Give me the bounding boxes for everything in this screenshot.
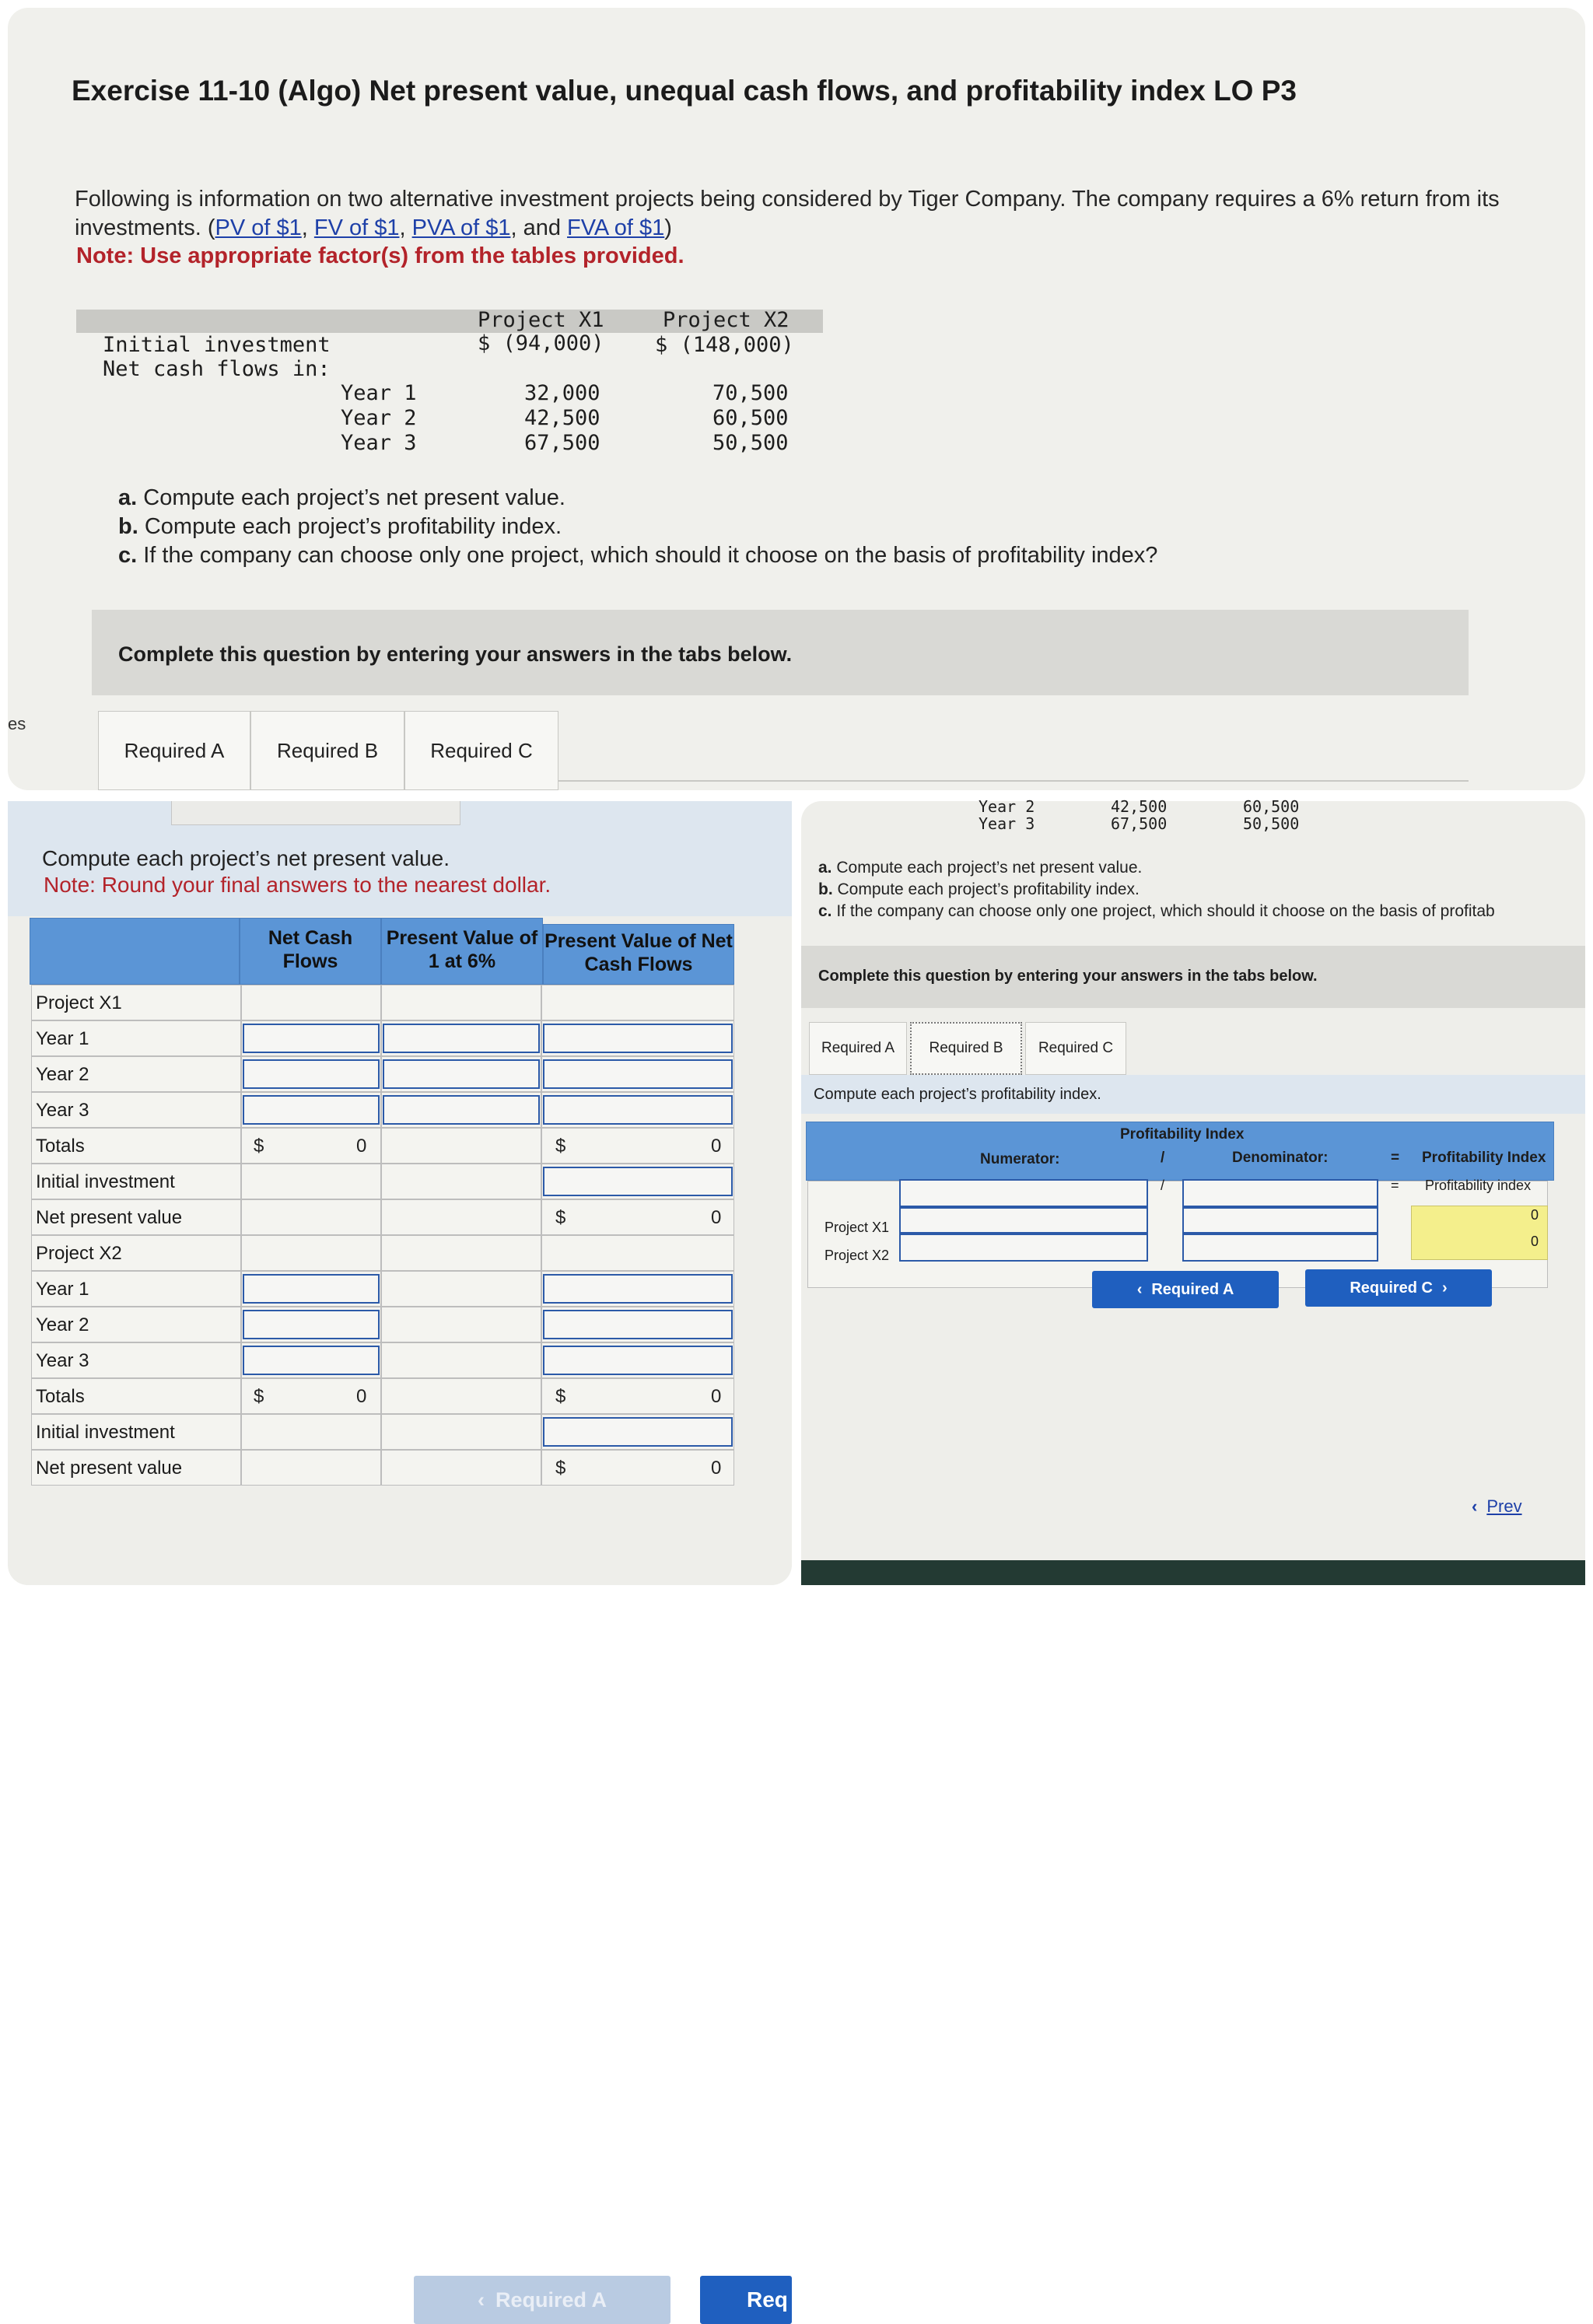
pi-row-project-x1: Project X1 — [825, 1220, 890, 1235]
intro-text: Following is information on two alternative investment projects being considered by Tiger Company. The company requires a 6% return from its investments. ( — [75, 187, 1500, 240]
chevron-left-icon: ‹ — [477, 2287, 485, 2312]
question-letter: c. — [818, 902, 832, 920]
npv-cell — [381, 1199, 541, 1235]
question-a — [818, 857, 1495, 879]
denominator-label: Denominator: — [1232, 1150, 1329, 1166]
question-c — [818, 901, 1495, 922]
npv-cell — [381, 1450, 541, 1486]
next-required-b-button[interactable] — [700, 2276, 792, 2324]
questions-list — [118, 484, 1157, 570]
dollar-sign: $ — [254, 1386, 264, 1407]
npv-cell — [381, 1164, 541, 1199]
pva-link[interactable]: PVA of $1 — [411, 215, 511, 240]
net-cash-flow-input[interactable] — [243, 1346, 380, 1375]
npv-cell — [381, 1342, 541, 1378]
pi-questions — [818, 857, 1495, 922]
npv-cell — [241, 1235, 381, 1271]
year-label: Year 1 — [341, 381, 417, 405]
year-label: Year 3 — [341, 431, 417, 455]
tab-divider — [558, 780, 1469, 782]
npv-cell — [541, 985, 734, 1020]
pi-complete-banner — [801, 946, 1585, 1008]
npv-header-blank — [30, 918, 240, 985]
cash-flow-value: 70,500 — [712, 381, 789, 405]
fva-link[interactable]: FVA of $1 — [567, 215, 665, 240]
tab-required-b[interactable]: Required B — [250, 711, 404, 790]
cash-flow-value: 67,500 — [524, 431, 600, 455]
question-b — [818, 879, 1495, 901]
npv-cell — [381, 1307, 541, 1342]
chevron-right-icon: › — [1442, 1279, 1448, 1297]
npv-row-label: Net present value — [36, 1458, 183, 1479]
question-letter: c. — [118, 543, 138, 568]
next-required-c-button[interactable] — [1305, 1269, 1492, 1307]
complete-banner — [92, 610, 1469, 695]
exercise-intro — [75, 185, 1568, 243]
total-pv-net-cash-flows: 0 — [711, 1386, 722, 1407]
pi-numerator-header-input[interactable] — [899, 1179, 1148, 1207]
initial-x1: $ (94,000) — [478, 331, 604, 355]
header-pv-net-cash-flows: Present Value of Net Cash Flows — [543, 924, 734, 985]
initial-investment-input[interactable] — [543, 1417, 733, 1447]
npv-cell — [241, 1450, 381, 1486]
year-label: Year 2 — [979, 797, 1035, 816]
tab-required-c[interactable]: Required C — [404, 711, 558, 790]
total-net-cash-flows: 0 — [356, 1136, 367, 1157]
pi-x2-value: 0 — [1531, 1234, 1539, 1249]
dollar-sign: $ — [555, 1458, 566, 1479]
pi-result-header: Profitability Index — [1422, 1150, 1546, 1166]
npv-row-label: Year 1 — [36, 1028, 89, 1049]
pv-factor-input[interactable] — [383, 1059, 540, 1089]
question-letter: a. — [118, 485, 138, 510]
complete-banner-text: Complete this question by entering your answers in the tabs below. — [818, 968, 1318, 985]
npv-row-label: Year 2 — [36, 1064, 89, 1085]
npv-cell — [241, 1414, 381, 1450]
pi-x2-denominator-input[interactable] — [1182, 1234, 1378, 1262]
fv-link[interactable]: FV of $1 — [313, 215, 400, 240]
pv-factor-input[interactable] — [383, 1095, 540, 1125]
pi-x1-denominator-input[interactable] — [1182, 1207, 1378, 1234]
npv-cell — [381, 1235, 541, 1271]
pv-net-cash-flow-input[interactable] — [543, 1095, 733, 1125]
tab-required-a[interactable]: Required A — [809, 1022, 907, 1075]
pv-net-cash-flow-input[interactable] — [543, 1024, 733, 1053]
total-pv-net-cash-flows: 0 — [711, 1136, 722, 1157]
pi-result-sublabel: Profitability index — [1425, 1178, 1532, 1193]
exercise-title: Exercise 11-10 (Algo) Net present value, unequal cash flows, and profitability index LO P3 — [72, 75, 1297, 107]
pi-denominator-header-input[interactable] — [1182, 1179, 1378, 1207]
npv-cell — [381, 1378, 541, 1414]
total-net-cash-flows: 0 — [356, 1386, 367, 1407]
question-text: Compute each project’s net present value. — [832, 859, 1143, 877]
npv-cell — [381, 1128, 541, 1164]
prev-required-a-button[interactable] — [1092, 1271, 1279, 1308]
pv-net-cash-flow-input[interactable] — [543, 1310, 733, 1339]
cash-flow-value: 60,500 — [1243, 797, 1300, 816]
separator: ) — [664, 215, 672, 240]
question-letter: b. — [818, 880, 833, 898]
question-text: If the company can choose only one project, which should it choose on the basis of profitab — [832, 902, 1495, 920]
next-button-label: Req — [747, 2287, 788, 2312]
question-a — [118, 484, 1157, 513]
pv-link[interactable]: PV of $1 — [215, 215, 302, 240]
slash-symbol: / — [1161, 1178, 1165, 1193]
exercise-note: Note: Use appropriate factor(s) from the tables provided. — [76, 243, 684, 268]
npv-cell — [381, 1414, 541, 1450]
pi-x1-value: 0 — [1531, 1207, 1539, 1223]
npv-row-label: Year 3 — [36, 1100, 89, 1121]
cash-flow-value: 60,500 — [712, 406, 789, 430]
net-cash-flows-label: Net cash flows in: — [103, 357, 331, 381]
npv-note: Note: Round your final answers to the nearest dollar. — [44, 873, 551, 897]
dollar-sign: $ — [555, 1386, 566, 1407]
net-cash-flow-input[interactable] — [243, 1310, 380, 1339]
question-c — [118, 541, 1157, 570]
pi-result-cells — [1411, 1206, 1548, 1260]
npv-cell — [241, 1164, 381, 1199]
dollar-sign: $ — [555, 1136, 566, 1157]
npv-row-label: Year 2 — [36, 1314, 89, 1335]
question-text: If the company can choose only one project, which should it choose on the basis of profitability index? — [137, 543, 1158, 568]
net-cash-flow-input[interactable] — [243, 1274, 380, 1304]
npv-cell — [541, 1450, 734, 1486]
net-present-value: 0 — [711, 1458, 722, 1479]
prev-link-label: Prev — [1486, 1496, 1522, 1516]
pv-net-cash-flow-input[interactable] — [543, 1346, 733, 1375]
initial-x2: $ (148,000) — [655, 333, 794, 357]
npv-row-label: Totals — [36, 1136, 85, 1157]
snippet-year-labels — [979, 798, 1035, 832]
pv-factor-input[interactable] — [383, 1024, 540, 1053]
numerator-label: Numerator: — [980, 1151, 1060, 1167]
net-cash-flow-input[interactable] — [243, 1024, 380, 1053]
net-cash-flow-input[interactable] — [243, 1059, 380, 1089]
dollar-sign: $ — [555, 1207, 566, 1228]
pi-header-title: Profitability Index — [1120, 1126, 1245, 1143]
npv-cell — [541, 1378, 734, 1414]
year-labels — [341, 381, 417, 456]
npv-cell — [541, 1128, 734, 1164]
question-letter: b. — [118, 514, 138, 539]
npv-row-label: Totals — [36, 1386, 85, 1407]
pv-net-cash-flow-input[interactable] — [543, 1059, 733, 1089]
pv-net-cash-flow-input[interactable] — [543, 1274, 733, 1304]
prev-button-label: Required A — [1151, 1280, 1234, 1298]
npv-instruction: Compute each project’s net present value. — [42, 846, 450, 870]
cash-flow-value: 50,500 — [1243, 814, 1300, 833]
prev-required-a-button[interactable] — [414, 2276, 670, 2324]
pi-x1-numerator-input[interactable] — [899, 1207, 1148, 1234]
net-present-value: 0 — [711, 1207, 722, 1228]
x2-cash-flows — [712, 381, 789, 456]
tab-strip-remnant — [171, 801, 460, 825]
initial-investment-input[interactable] — [543, 1167, 733, 1196]
cash-flow-value: 32,000 — [524, 381, 600, 405]
npv-cell — [381, 985, 541, 1020]
x1-cash-flows — [524, 381, 600, 456]
pi-x2-numerator-input[interactable] — [899, 1234, 1148, 1262]
side-label: es — [8, 714, 26, 733]
year-label: Year 2 — [341, 406, 417, 430]
tab-required-c[interactable]: Required C — [1025, 1022, 1126, 1075]
question-text: Compute each project’s net present value. — [137, 485, 565, 510]
npv-cell — [241, 985, 381, 1020]
dollar-sign: $ — [254, 1136, 264, 1157]
chevron-left-icon: ‹ — [1472, 1496, 1478, 1516]
net-cash-flow-input[interactable] — [243, 1095, 380, 1125]
cash-flow-value: 50,500 — [712, 431, 789, 455]
cash-flow-value: 67,500 — [1111, 814, 1168, 833]
npv-screenshot-panel — [8, 801, 792, 2312]
npv-row-label: Project X1 — [36, 992, 122, 1013]
next-button-label: Required C — [1350, 1279, 1433, 1297]
bottom-dark-edge — [801, 1560, 1585, 1585]
tab-required-a[interactable]: Required A — [98, 711, 250, 790]
cash-flow-value: 42,500 — [1111, 797, 1168, 816]
tab-required-b-active[interactable]: Required B — [910, 1022, 1022, 1075]
pi-instruction: Compute each project’s profitability index. — [814, 1086, 1101, 1103]
npv-row-label: Year 3 — [36, 1350, 89, 1371]
year-label: Year 3 — [979, 814, 1035, 833]
question-b — [118, 513, 1157, 541]
question-letter: a. — [818, 859, 832, 877]
header-pv-factor: Present Value of 1 at 6% — [381, 918, 543, 985]
equals-symbol: = — [1391, 1178, 1399, 1193]
npv-row-label: Project X2 — [36, 1243, 122, 1264]
chevron-left-icon: ‹ — [1136, 1280, 1143, 1298]
npv-row-label: Net present value — [36, 1207, 183, 1228]
question-text: Compute each project’s profitability index. — [832, 880, 1140, 898]
top-screenshot-panel — [8, 8, 1585, 790]
snippet-x2-values — [1243, 798, 1299, 832]
snippet-x1-values — [1111, 798, 1167, 832]
separator: , — [399, 215, 412, 240]
pi-screenshot-panel — [801, 797, 1585, 1585]
npv-row-label: Year 1 — [36, 1279, 89, 1300]
equals-symbol: = — [1391, 1150, 1400, 1166]
header-net-cash-flows: Net Cash Flows — [240, 918, 381, 985]
slash-symbol: / — [1161, 1150, 1165, 1166]
npv-cell — [241, 1199, 381, 1235]
complete-banner-text: Complete this question by entering your answers in the tabs below. — [118, 642, 793, 666]
npv-row-label: Initial investment — [36, 1422, 175, 1443]
question-text: Compute each project’s profitability index. — [138, 514, 562, 539]
initial-investment-label: Initial investment — [103, 333, 331, 357]
prev-button-label: Required A — [495, 2287, 607, 2312]
npv-cell — [541, 1235, 734, 1271]
col-project-x1: Project X1 — [478, 308, 604, 332]
prev-link[interactable] — [1472, 1496, 1522, 1517]
npv-cell — [541, 1199, 734, 1235]
separator: , and — [510, 215, 568, 240]
npv-row-label: Initial investment — [36, 1171, 175, 1192]
col-project-x2: Project X2 — [663, 308, 789, 332]
separator: , — [301, 215, 314, 240]
cash-flow-value: 42,500 — [524, 406, 600, 430]
npv-cell — [381, 1271, 541, 1307]
pi-row-project-x2: Project X2 — [825, 1248, 890, 1263]
